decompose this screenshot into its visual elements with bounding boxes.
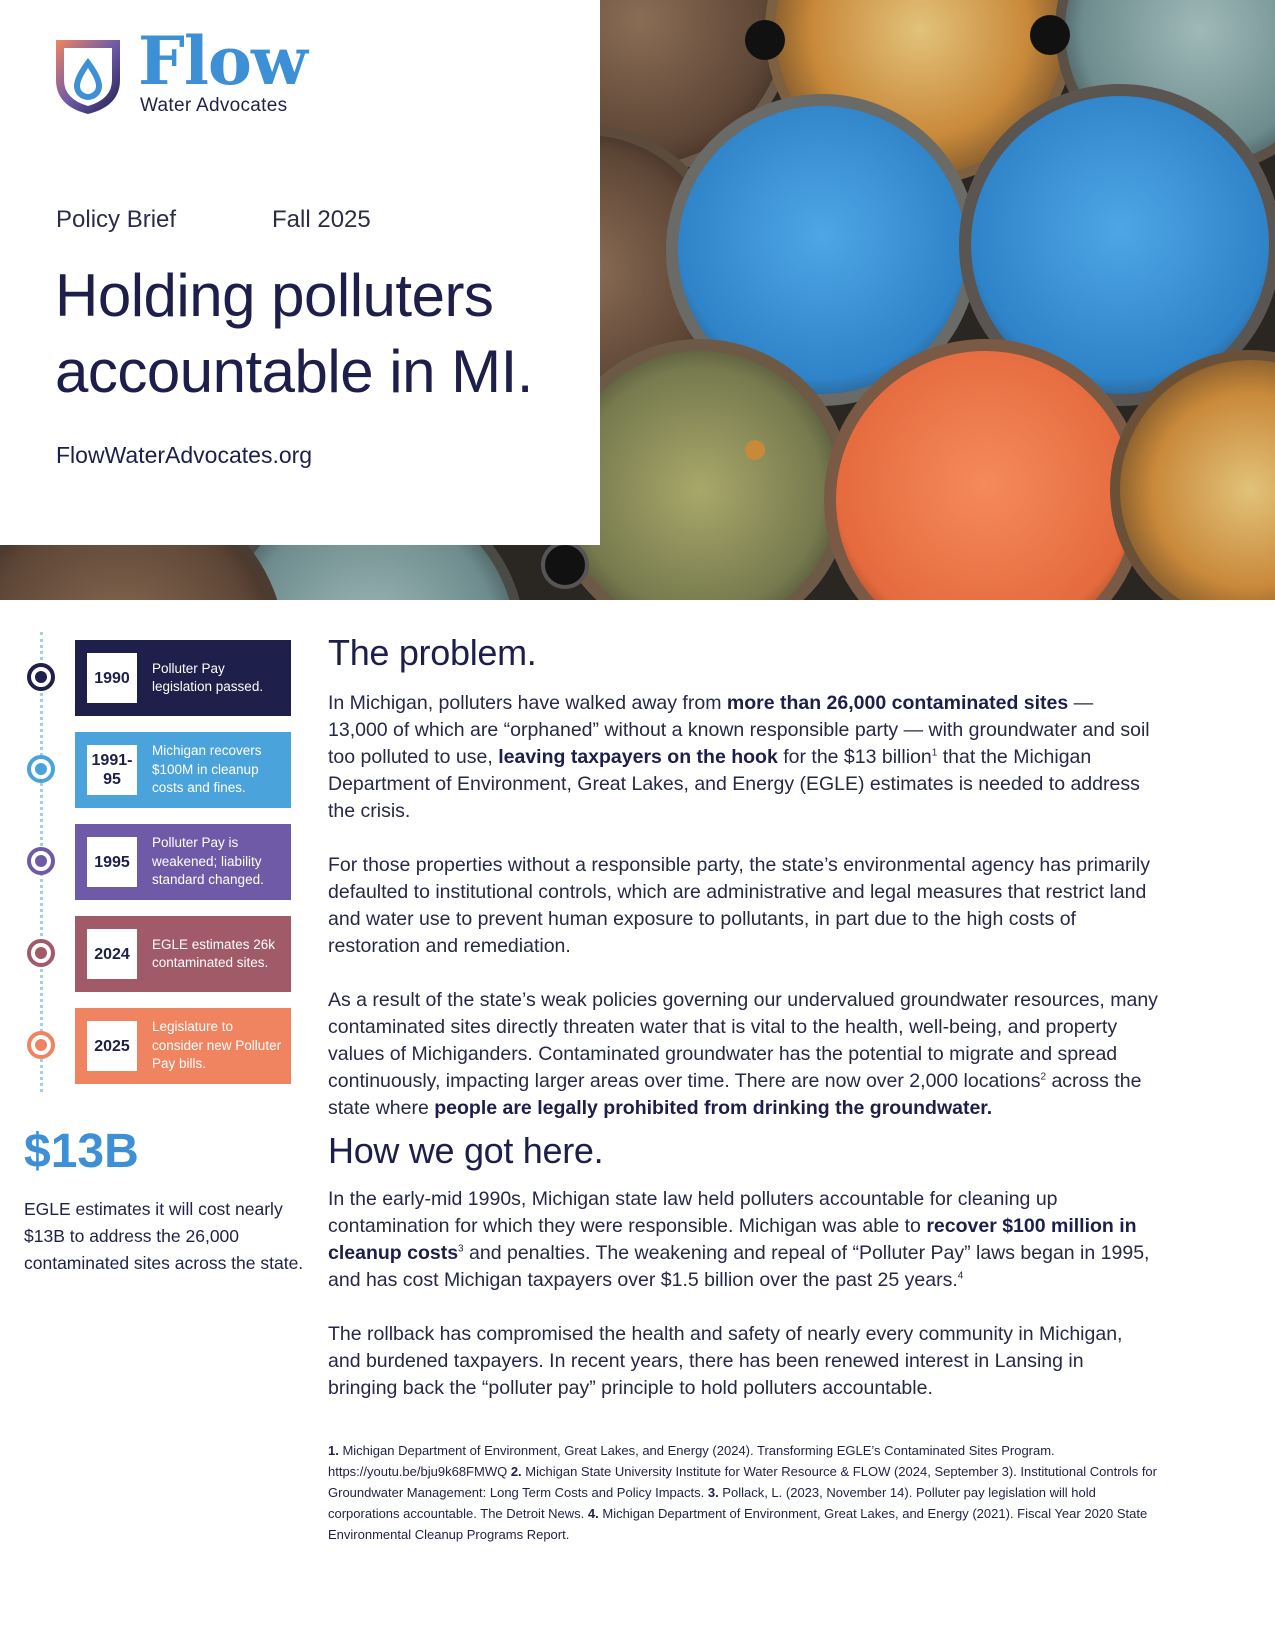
footnote-num: 2.	[510, 1464, 522, 1479]
timeline-year: 1990	[87, 653, 137, 703]
timeline-year: 2024	[87, 929, 137, 979]
footnote-num: 4.	[587, 1506, 599, 1521]
timeline-year: 1991-95	[87, 745, 137, 795]
title-line-2: accountable in MI.	[55, 338, 533, 405]
footnote-num: 3.	[707, 1485, 719, 1500]
history-heading: How we got here.	[328, 1130, 604, 1171]
footnote-text: Michigan State University Institute for Water Resource & FLOW (2024, September 3). Institutional Controls for Groundwater Management: Long Term Costs and Policy Impacts.	[328, 1464, 1157, 1500]
stat-description: EGLE estimates it will cost nearly $13B to address the 26,000 contaminated sites across the state.	[24, 1199, 304, 1273]
stat-value: $13B	[24, 1125, 139, 1178]
timeline-item-1991-95	[75, 732, 291, 808]
footnote-text: Michigan Department of Environment, Great Lakes, and Energy (2021). Fiscal Year 2020 State Environmental Cleanup Programs Report.	[328, 1506, 1148, 1542]
history-paragraph-1: In the early-mid 1990s, Michigan state law held polluters accountable for cleaning up contamination for which they were responsible. Michigan was able to recover $100 million in cleanup costs$^3$ and penalties. The weakening and repeal of “Polluter Pay” laws began in 1995, and has cost Michigan taxpayers over $1.5 billion over the past 25 years.$^4$	[328, 1188, 1150, 1291]
timeline-dot-1995	[27, 847, 55, 875]
history-paragraph-2: The rollback has compromised the health and safety of nearly every community in Michigan, and burdened taxpayers. In recent years, there has been renewed interest in Lansing in bringing back the “polluter pay” principle to hold polluters accountable.	[328, 1323, 1123, 1399]
hero-section	[0, 0, 1275, 600]
problem-heading: The problem.	[328, 632, 537, 673]
timeline-text: Polluter Pay legislation passed.	[152, 660, 264, 694]
timeline-dot-2025	[27, 1031, 55, 1059]
problem-paragraph-3: As a result of the state’s weak policies governing our undervalued groundwater resources, many contaminated sites directly threaten water that is vital to the health, well-being, and property values of Michiganders. Contaminated groundwater has the potential to migrate and spread continuously, impacting larger areas over time. There are now over 2,000 locations$^2$ across the state where people are legally prohibited from drinking the groundwater.	[328, 989, 1158, 1119]
title-line-1: Holding polluters	[55, 262, 494, 329]
timeline-year: 1995	[87, 837, 137, 887]
timeline-dot-1990	[27, 663, 55, 691]
timeline-dot-1991-95	[27, 755, 55, 783]
problem-paragraph-2: For those properties without a responsible party, the state’s environmental agency has primarily defaulted to institutional controls, which are administrative and legal measures that restrict land and water use to prevent human exposure to pollutants, in part due to the high costs of restoration and remediation.	[328, 854, 1150, 957]
problem-paragraph-1: In Michigan, polluters have walked away from more than 26,000 contaminated sites — 13,000 of which are “orphaned” without a known responsible party — with groundwater and soil too polluted to use, leaving taxpayers on the hook for the $13 billion$^1$ that the Michigan Department of Environment, Great Lakes, and Energy (EGLE) estimates is needed to address the crisis.	[328, 692, 1150, 822]
website-url[interactable]: FlowWaterAdvocates.org	[56, 442, 313, 468]
timeline-item-1995	[75, 824, 291, 900]
problem-section	[328, 632, 1158, 1122]
hero-text-panel	[0, 0, 600, 545]
doc-date: Fall 2025	[272, 206, 371, 233]
footnote-text: Pollack, L. (2023, November 14). Polluter pay legislation will hold corporations accountable. The Detroit News.	[328, 1485, 1096, 1521]
timeline-dot-2024	[27, 939, 55, 967]
brand-tagline: Water Advocates	[140, 95, 288, 116]
history-section	[328, 1130, 1158, 1402]
footnote-num: 1.	[328, 1443, 339, 1458]
timeline-item-2025	[75, 1008, 291, 1084]
footnote-text: Michigan Department of Environment, Great Lakes, and Energy (2024). Transforming EGLE’s Contaminated Sites Program. https://youtu.be/bju9k68FMWQ	[328, 1443, 1055, 1479]
doc-type: Policy Brief	[56, 206, 177, 233]
brand-name: Flow	[138, 22, 307, 100]
timeline-item-1990	[75, 640, 291, 716]
timeline-text: Polluter Pay is weakened; liability standard changed.	[152, 835, 264, 888]
flow-drop-shield-icon	[52, 36, 124, 116]
timeline-year: 2025	[87, 1021, 137, 1071]
page-title	[55, 258, 595, 410]
timeline-text: Michigan recovers $100M in cleanup costs and fines.	[152, 743, 262, 796]
timeline-text: Legislature to consider new Polluter Pay bills.	[152, 1019, 282, 1072]
timeline-item-2024	[75, 916, 291, 992]
footnotes	[328, 1440, 1158, 1545]
timeline-text: EGLE estimates 26k contaminated sites.	[152, 936, 276, 970]
